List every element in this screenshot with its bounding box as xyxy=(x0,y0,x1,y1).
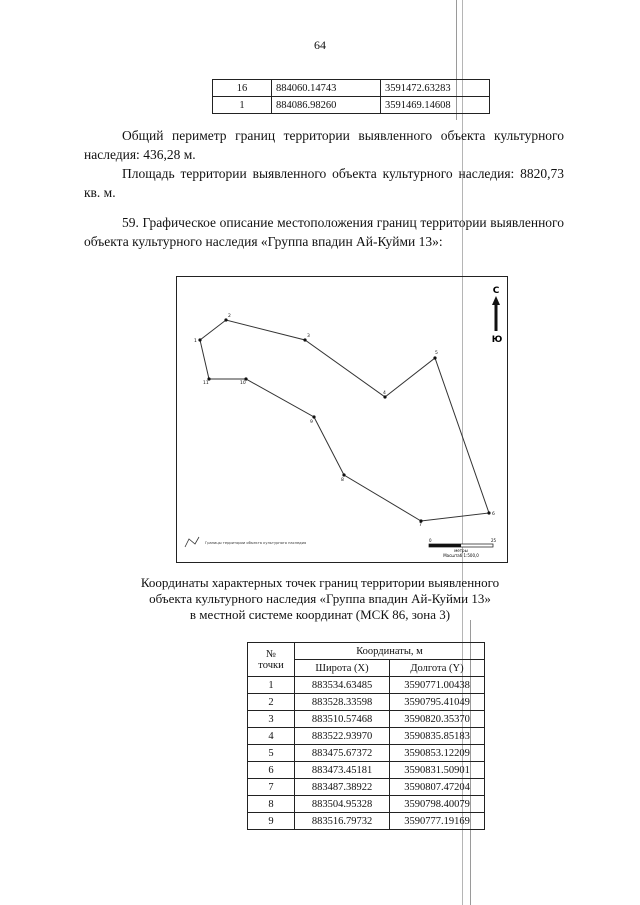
point-number-cell: 9 xyxy=(248,813,295,830)
vertex-label: 1 xyxy=(194,339,197,344)
point-number-cell: 1 xyxy=(248,677,295,694)
header-latitude: Широта (X) xyxy=(295,660,390,677)
header-longitude: Долгота (Y) xyxy=(390,660,485,677)
vertex-label: 8 xyxy=(341,478,344,483)
scale-unit-label: метры xyxy=(454,548,468,553)
vertex-label: 9 xyxy=(310,420,313,425)
point-number-cell: 3 xyxy=(248,711,295,728)
page-number: 64 xyxy=(314,38,326,52)
caption-line: Координаты характерных точек границ территории выявленного xyxy=(140,575,500,590)
x-coordinate-cell: 883510.57468 xyxy=(295,711,390,728)
y-coordinate-cell: 3590835.85183 xyxy=(390,728,485,745)
scale-bar xyxy=(429,538,497,558)
x-coordinate-cell: 883522.93970 xyxy=(295,728,390,745)
scale-start-label: 0 xyxy=(429,538,432,543)
table-row xyxy=(213,80,490,97)
table-row xyxy=(248,745,485,762)
y-coordinate-cell: 3590771.00438 xyxy=(390,677,485,694)
point-number-cell: 16 xyxy=(213,80,272,97)
x-coordinate-cell: 883516.79732 xyxy=(295,813,390,830)
vertex-label: 6 xyxy=(492,512,495,517)
scale-end-label: 25 xyxy=(491,538,497,543)
vertex-label: 2 xyxy=(228,314,231,319)
scale-bar-fill xyxy=(429,544,461,547)
perimeter-paragraph: Общий периметр границ территории выявленного объекта культурного наследия: 436,28 м. xyxy=(84,128,564,162)
y-coordinate-cell: 3590820.35370 xyxy=(390,711,485,728)
boundary-polygon xyxy=(200,320,489,521)
x-coordinate-cell: 883534.63485 xyxy=(295,677,390,694)
y-coordinate-cell: 3591469.14608 xyxy=(381,97,490,114)
section-paragraph: 59. Графическое описание местоположения границ территории выявленного объекта культурного наследия «Группа впадин Ай-Куйми 13»: xyxy=(84,215,564,249)
area-paragraph: Площадь территории выявленного объекта культурного наследия: 8820,73 кв. м. xyxy=(84,166,564,200)
table-row xyxy=(248,779,485,796)
compass xyxy=(492,286,503,345)
point-number-cell: 8 xyxy=(248,796,295,813)
header-point-number: № точки xyxy=(248,643,295,677)
table-row xyxy=(248,728,485,745)
vertex-label: 10 xyxy=(240,381,246,386)
table-row xyxy=(248,677,485,694)
vertex-point xyxy=(312,415,315,418)
coordinates-table xyxy=(247,642,485,830)
caption-line: объекта культурного наследия «Группа впадин Ай-Куйми 13» xyxy=(149,591,491,606)
y-coordinate-cell: 3590777.19169 xyxy=(390,813,485,830)
y-coordinate-cell: 3590853.12209 xyxy=(390,745,485,762)
point-number-cell: 4 xyxy=(248,728,295,745)
compass-north-label: С xyxy=(492,286,500,296)
compass-arrow-icon xyxy=(492,296,500,305)
vertex-label: 7 xyxy=(419,523,422,528)
vertex-point xyxy=(198,338,201,341)
point-number-cell: 5 xyxy=(248,745,295,762)
y-coordinate-cell: 3590807.47204 xyxy=(390,779,485,796)
vertex-label: 5 xyxy=(435,351,438,356)
caption-line: в местной системе координат (МСК 86, зона 3) xyxy=(189,607,451,622)
table-row xyxy=(248,813,485,830)
vertex-label: 4 xyxy=(383,391,386,396)
table-caption xyxy=(0,575,640,623)
boundary-map xyxy=(176,276,508,563)
legend-line-icon xyxy=(185,537,199,547)
x-coordinate-cell: 883528.33598 xyxy=(295,694,390,711)
x-coordinate-cell: 883473.45181 xyxy=(295,762,390,779)
table-row xyxy=(248,711,485,728)
map-drawing xyxy=(177,277,507,562)
top-coordinates-table xyxy=(212,79,490,114)
compass-south-label: Ю xyxy=(491,335,503,345)
table-header-row xyxy=(248,643,485,660)
point-number-cell: 6 xyxy=(248,762,295,779)
x-coordinate-cell: 883504.95328 xyxy=(295,796,390,813)
table-row xyxy=(213,97,490,114)
x-coordinate-cell: 884086.98260 xyxy=(272,97,381,114)
x-coordinate-cell: 883475.67372 xyxy=(295,745,390,762)
y-coordinate-cell: 3590798.40079 xyxy=(390,796,485,813)
vertex-label: 11 xyxy=(203,381,209,386)
legend-label: Границы территории объекта культурного наследия xyxy=(205,541,307,545)
vertex-label: 3 xyxy=(307,334,310,339)
vertex-point xyxy=(342,473,345,476)
point-number-cell: 1 xyxy=(213,97,272,114)
table-row xyxy=(248,762,485,779)
point-number-cell: 7 xyxy=(248,779,295,796)
x-coordinate-cell: 884060.14743 xyxy=(272,80,381,97)
vertex-point xyxy=(487,511,490,514)
scale-text-label: Масштаб 1:500,0 xyxy=(443,553,479,558)
table-row xyxy=(248,694,485,711)
vertex-point xyxy=(433,356,436,359)
y-coordinate-cell: 3591472.63283 xyxy=(381,80,490,97)
y-coordinate-cell: 3590831.50901 xyxy=(390,762,485,779)
y-coordinate-cell: 3590795.41049 xyxy=(390,694,485,711)
x-coordinate-cell: 883487.38922 xyxy=(295,779,390,796)
header-coordinates: Координаты, м xyxy=(295,643,485,660)
table-row xyxy=(248,796,485,813)
point-number-cell: 2 xyxy=(248,694,295,711)
map-legend xyxy=(185,537,306,547)
